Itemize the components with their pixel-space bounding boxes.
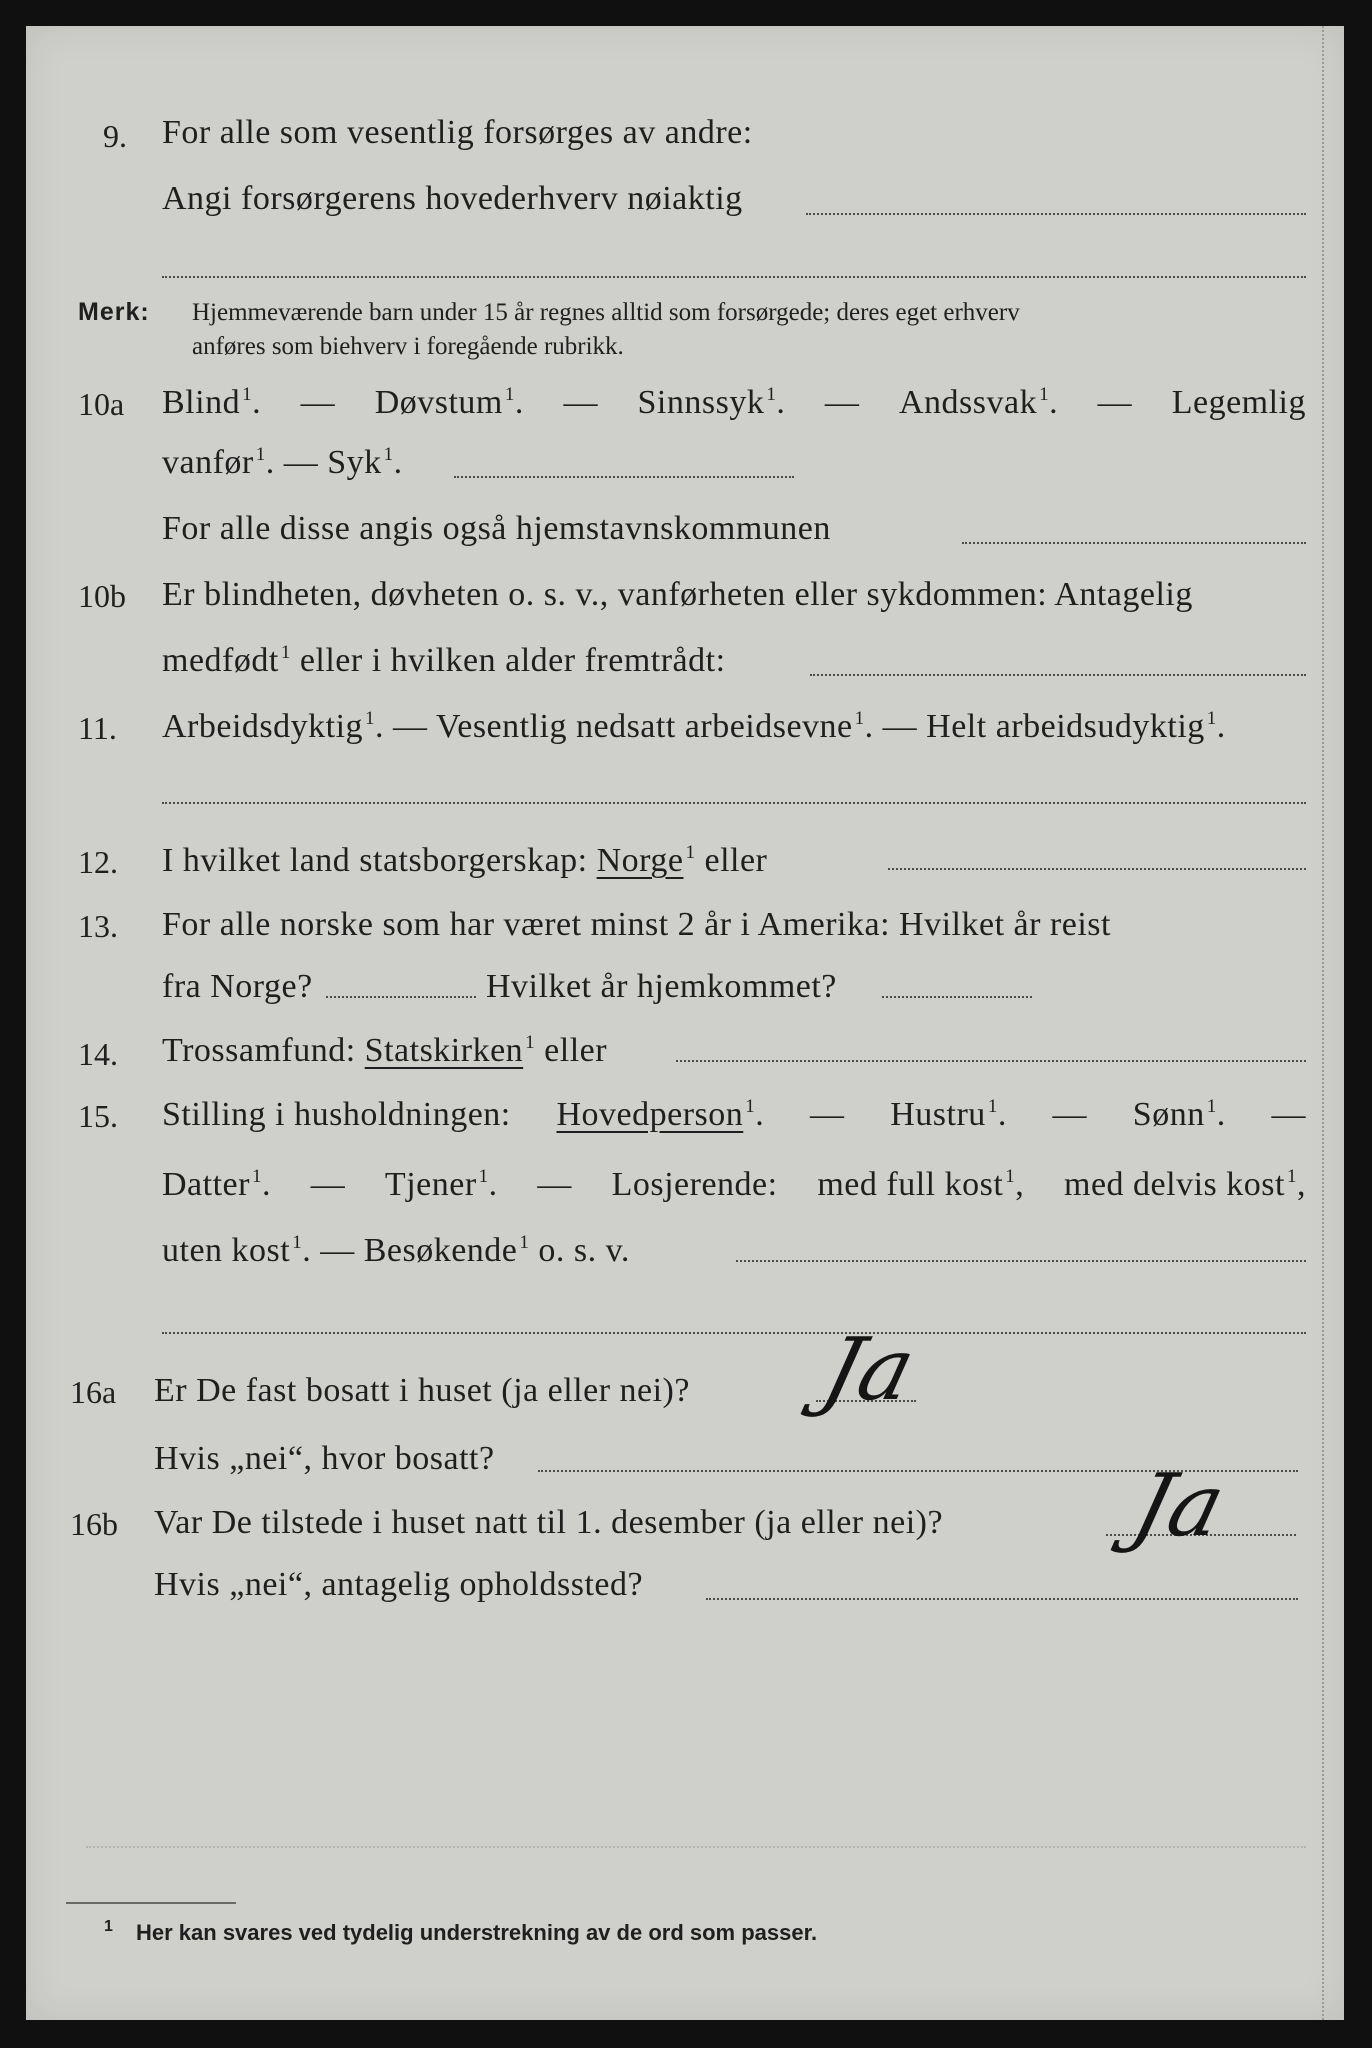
q13-reist-label: fra Norge? xyxy=(162,968,313,1005)
q12-land-field[interactable] xyxy=(888,868,1306,870)
footnote-mark: 1 xyxy=(104,1918,113,1935)
q9-number: 9. xyxy=(103,118,127,154)
option-tjener[interactable]: Tjener $^1$. xyxy=(384,1166,498,1203)
option-full-kost[interactable]: med full kost $^1$, xyxy=(817,1166,1025,1203)
q11-number: 11. xyxy=(78,710,117,746)
option-andssvak[interactable]: Andssvak $^1$. xyxy=(898,384,1059,421)
q15-extra-field-1[interactable] xyxy=(736,1260,1306,1262)
q10a-kommune-field[interactable] xyxy=(962,542,1306,544)
q16b-number: 16b xyxy=(70,1506,118,1542)
merk-line1: Hjemmeværende barn under 15 år regnes alltid som forsørgede; deres eget erhverv xyxy=(192,299,1020,326)
q15-line3: uten kost $^1$. — Besøkende $^1$ o. s. v. xyxy=(162,1232,630,1269)
q16a-line2: Hvis „nei“, hvor bosatt? xyxy=(154,1440,495,1477)
q16b-handwritten-answer: Ja xyxy=(1123,1456,1235,1556)
q13-hjem-field[interactable] xyxy=(882,996,1032,998)
option-sinnssyk[interactable]: Sinnssyk $^1$. xyxy=(637,384,786,421)
q10b-alder-field[interactable] xyxy=(810,674,1306,676)
q16b-line1: Var De tilstede i huset natt til 1. desember (ja eller nei)? xyxy=(154,1504,944,1541)
q10a-line3: For alle disse angis også hjemstavnskommunen xyxy=(162,510,831,547)
q14-line1: Trossamfund: Statskirken $^1$ eller xyxy=(162,1032,608,1069)
option-medfodt[interactable]: medfødt $^1$ xyxy=(162,642,291,679)
option-arbeidsdyktig[interactable]: Arbeidsdyktig $^1$. xyxy=(162,708,385,745)
option-vanfor[interactable]: vanfør $^1$. xyxy=(162,444,275,481)
merk-label: Merk: xyxy=(78,298,150,326)
option-dovstum[interactable]: Døvstum $^1$. xyxy=(374,384,524,421)
q14-trossamfund-field[interactable] xyxy=(676,1060,1306,1062)
option-sonn[interactable]: Sønn $^1$. xyxy=(1132,1096,1226,1133)
option-hovedperson[interactable]: Hovedperson $^1$. xyxy=(556,1096,765,1133)
q15-extra-field-2[interactable] xyxy=(162,1332,1306,1334)
q10a-syk-field[interactable] xyxy=(454,476,794,478)
option-norge[interactable]: Norge xyxy=(596,842,684,879)
q11-extra-field[interactable] xyxy=(162,802,1306,804)
q9-answer-field[interactable] xyxy=(806,213,1306,215)
q16a-line1: Er De fast bosatt i huset (ja eller nei)? xyxy=(154,1372,690,1409)
blank-rule xyxy=(86,1846,1306,1848)
option-statskirken[interactable]: Statskirken xyxy=(364,1032,524,1069)
q10b-line2: medfødt $^1$ eller i hvilken alder fremtrådt: xyxy=(162,642,726,679)
option-blind[interactable]: Blind $^1$. xyxy=(162,384,262,421)
option-arbeidsudyktig[interactable]: Helt arbeidsudyktig $^1$. xyxy=(926,708,1226,745)
option-datter[interactable]: Datter $^1$. xyxy=(162,1166,271,1203)
q10b-number: 10b xyxy=(78,578,126,614)
census-form-page xyxy=(26,26,1344,2020)
q10a-line2: vanfør $^1$. — Syk $^1$. xyxy=(162,444,403,481)
option-delvis-kost[interactable]: med delvis kost $^1$, xyxy=(1064,1166,1306,1203)
q13-line1: For alle norske som har været minst 2 år i Amerika: Hvilket år reist xyxy=(162,906,1111,943)
footnote-rule xyxy=(66,1902,236,1904)
q11-line1: Arbeidsdyktig $^1$. — Vesentlig nedsatt arbeidsevne $^1$. — Helt arbeidsudyktig $^1$. xyxy=(162,708,1226,745)
q13-reist-field[interactable] xyxy=(326,996,476,998)
q16a-handwritten-answer: Ja xyxy=(813,1320,925,1420)
q9-extra-field[interactable] xyxy=(162,276,1306,278)
q12-number: 12. xyxy=(78,844,118,880)
q15-line2: Datter $^1$. — Tjener $^1$. — Losjerende: med full kost $^1$, med delvis kost $^1$, xyxy=(162,1166,1306,1203)
footnote-text: Her kan svares ved tydelig understrekning av de ord som passer. xyxy=(136,1920,818,1945)
option-legemlig[interactable]: Legemlig xyxy=(1171,384,1306,421)
q10a-line1: Blind $^1$. — Døvstum $^1$. — Sinnssyk $^1$. — Andssvak $^1$. — Legemlig xyxy=(162,384,1306,421)
q15-line1: Stilling i husholdningen: Hovedperson $^1$. — Hustru $^1$. — Sønn $^1$. — xyxy=(162,1096,1306,1133)
q15-number: 15. xyxy=(78,1098,118,1134)
option-syk[interactable]: Syk $^1$. xyxy=(327,444,403,481)
option-hustru[interactable]: Hustru $^1$. xyxy=(890,1096,1007,1133)
q13-number: 13. xyxy=(78,908,118,944)
q16b-opholdssted-field[interactable] xyxy=(706,1598,1298,1600)
q10a-number: 10a xyxy=(78,386,125,422)
q10b-line1: Er blindheten, døvheten o. s. v., vanførheten eller sykdommen: Antagelig xyxy=(162,576,1193,613)
q13-hjem-label: Hvilket år hjemkommet? xyxy=(486,968,837,1005)
q14-number: 14. xyxy=(78,1036,118,1072)
q9-line2: Angi forsørgerens hovederhverv nøiaktig xyxy=(162,180,743,217)
option-nedsatt-arbeidsevne[interactable]: Vesentlig nedsatt arbeidsevne $^1$. xyxy=(435,708,874,745)
q16b-line2: Hvis „nei“, antagelig opholdssted? xyxy=(154,1566,644,1603)
q16a-number: 16a xyxy=(70,1374,117,1410)
q9-line1: For alle som vesentlig forsørges av andre: xyxy=(162,114,753,151)
option-besokende[interactable]: Besøkende $^1$ xyxy=(363,1232,530,1269)
perforation-edge xyxy=(1322,26,1326,2020)
merk-line2: anføres som biehverv i foregående rubrikk. xyxy=(192,333,624,360)
option-uten-kost[interactable]: uten kost $^1$. xyxy=(162,1232,312,1269)
q12-line1: I hvilket land statsborgerskap: Norge $^1$ eller xyxy=(162,842,768,879)
